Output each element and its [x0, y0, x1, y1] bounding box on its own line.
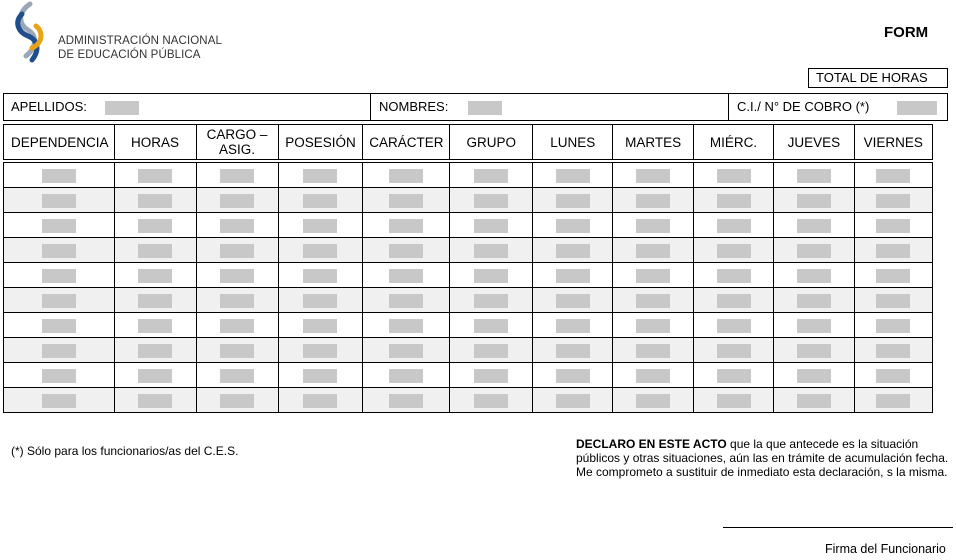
table-cell	[533, 313, 613, 338]
cell-input-field[interactable]	[797, 344, 831, 358]
table-cell	[854, 388, 932, 413]
cell-input-field[interactable]	[876, 394, 910, 408]
cell-input-field[interactable]	[474, 294, 508, 308]
table-cell	[694, 338, 774, 363]
cell-input-field[interactable]	[876, 319, 910, 333]
table-cell	[4, 163, 115, 188]
apellidos-field[interactable]	[105, 101, 139, 115]
table-cell	[363, 163, 450, 188]
cell-input-field[interactable]	[138, 169, 172, 183]
total-hours-label: TOTAL DE HORAS	[808, 68, 948, 88]
cell-input-field[interactable]	[303, 294, 337, 308]
table-cell	[854, 163, 932, 188]
cell-input-field[interactable]	[556, 194, 590, 208]
cell-input-field[interactable]	[42, 294, 76, 308]
table-cell	[363, 388, 450, 413]
table-cell	[363, 288, 450, 313]
table-cell	[533, 388, 613, 413]
column-header: GRUPO	[450, 125, 533, 160]
cell-input-field[interactable]	[42, 244, 76, 258]
column-header: DEPENDENCIA	[4, 125, 115, 160]
table-cell	[363, 213, 450, 238]
cell-input-field[interactable]	[876, 219, 910, 233]
cell-input-field[interactable]	[303, 219, 337, 233]
table-cell	[613, 313, 694, 338]
nombres-field[interactable]	[468, 101, 502, 115]
table-cell	[363, 188, 450, 213]
cell-input-field[interactable]	[138, 344, 172, 358]
cell-input-field[interactable]	[474, 169, 508, 183]
cell-input-field[interactable]	[556, 219, 590, 233]
cell-input-field[interactable]	[474, 369, 508, 383]
cell-input-field[interactable]	[389, 294, 423, 308]
table-cell	[774, 288, 855, 313]
cell-input-field[interactable]	[220, 344, 254, 358]
table-row	[4, 338, 933, 363]
table-cell	[450, 188, 533, 213]
cell-input-field[interactable]	[797, 244, 831, 258]
cell-input-field[interactable]	[636, 269, 670, 283]
table-cell	[613, 363, 694, 388]
table-cell	[450, 163, 533, 188]
table-cell	[774, 363, 855, 388]
table-cell	[363, 338, 450, 363]
table-cell	[4, 188, 115, 213]
table-cell	[196, 188, 278, 213]
table-cell	[774, 188, 855, 213]
apellidos-label: APELLIDOS:	[11, 99, 87, 114]
column-header: POSESIÓN	[278, 125, 363, 160]
cell-input-field[interactable]	[389, 394, 423, 408]
cell-input-field[interactable]	[797, 319, 831, 333]
cell-input-field[interactable]	[876, 369, 910, 383]
table-cell	[694, 188, 774, 213]
cell-input-field[interactable]	[389, 319, 423, 333]
table-cell	[854, 263, 932, 288]
cell-input-field[interactable]	[303, 369, 337, 383]
table-cell	[450, 238, 533, 263]
identity-row	[3, 93, 948, 121]
cell-input-field[interactable]	[303, 169, 337, 183]
cell-input-field[interactable]	[556, 394, 590, 408]
table-cell	[533, 213, 613, 238]
cell-input-field[interactable]	[797, 394, 831, 408]
table-cell	[4, 263, 115, 288]
declaration-bold: DECLARO EN ESTE ACTO	[576, 437, 727, 451]
cell-input-field[interactable]	[138, 194, 172, 208]
cell-input-field[interactable]	[42, 369, 76, 383]
cell-input-field[interactable]	[220, 244, 254, 258]
table-cell	[854, 313, 932, 338]
cell-input-field[interactable]	[717, 194, 751, 208]
table-cell	[196, 238, 278, 263]
table-cell	[363, 363, 450, 388]
table-cell	[363, 313, 450, 338]
table-cell	[278, 163, 363, 188]
cell-input-field[interactable]	[42, 344, 76, 358]
table-cell	[196, 263, 278, 288]
table-cell	[854, 188, 932, 213]
table-cell	[196, 388, 278, 413]
nombres-label: NOMBRES:	[379, 99, 449, 114]
cell-input-field[interactable]	[556, 169, 590, 183]
table-cell	[278, 363, 363, 388]
cell-input-field[interactable]	[474, 194, 508, 208]
table-row	[4, 263, 933, 288]
table-cell	[854, 363, 932, 388]
table-row	[4, 313, 933, 338]
table-cell	[450, 338, 533, 363]
cell-input-field[interactable]	[876, 344, 910, 358]
table-cell	[694, 213, 774, 238]
table-cell	[774, 213, 855, 238]
ci-label: C.I./ N° DE COBRO (*)	[737, 99, 870, 114]
table-row	[4, 238, 933, 263]
org-line-2: DE EDUCACIÓN PÚBLICA	[58, 49, 201, 61]
table-cell	[4, 388, 115, 413]
table-row	[4, 363, 933, 388]
table-row	[4, 288, 933, 313]
table-cell	[854, 238, 932, 263]
cell-input-field[interactable]	[797, 369, 831, 383]
table-cell	[114, 188, 196, 213]
table-cell	[114, 313, 196, 338]
table-cell	[114, 388, 196, 413]
table-cell	[114, 238, 196, 263]
table-cell	[278, 213, 363, 238]
table-cell	[450, 363, 533, 388]
ci-cell	[728, 94, 937, 120]
cell-input-field[interactable]	[797, 269, 831, 283]
table-cell	[533, 263, 613, 288]
table-cell	[4, 338, 115, 363]
cell-input-field[interactable]	[303, 394, 337, 408]
column-header: HORAS	[114, 125, 196, 160]
table-cell	[613, 188, 694, 213]
cell-input-field[interactable]	[42, 319, 76, 333]
signature-line[interactable]	[723, 527, 953, 528]
table-cell	[363, 263, 450, 288]
table-cell	[4, 288, 115, 313]
table-cell	[774, 263, 855, 288]
signature-label: Firma del Funcionario	[825, 542, 946, 556]
cell-input-field[interactable]	[556, 319, 590, 333]
organization-name	[58, 34, 222, 62]
table-cell	[450, 388, 533, 413]
cell-input-field[interactable]	[220, 319, 254, 333]
cell-input-field[interactable]	[474, 394, 508, 408]
table-cell	[278, 313, 363, 338]
table-cell	[278, 388, 363, 413]
table-cell	[774, 338, 855, 363]
column-header: LUNES	[533, 125, 613, 160]
cell-input-field[interactable]	[636, 244, 670, 258]
table-cell	[278, 338, 363, 363]
cell-input-field[interactable]	[303, 344, 337, 358]
cell-input-field[interactable]	[220, 219, 254, 233]
table-cell	[613, 288, 694, 313]
table-cell	[196, 288, 278, 313]
cell-input-field[interactable]	[636, 169, 670, 183]
column-header: MARTES	[613, 125, 694, 160]
table-cell	[694, 238, 774, 263]
table-cell	[196, 338, 278, 363]
column-header: JUEVES	[774, 125, 855, 160]
table-cell	[114, 288, 196, 313]
cell-input-field[interactable]	[303, 269, 337, 283]
cell-input-field[interactable]	[797, 219, 831, 233]
anep-logo-icon	[8, 2, 50, 62]
cell-input-field[interactable]	[42, 169, 76, 183]
cell-input-field[interactable]	[389, 219, 423, 233]
cell-input-field[interactable]	[876, 269, 910, 283]
table-cell	[114, 338, 196, 363]
cell-input-field[interactable]	[556, 269, 590, 283]
cell-input-field[interactable]	[138, 369, 172, 383]
cell-input-field[interactable]	[42, 219, 76, 233]
cell-input-field[interactable]	[717, 394, 751, 408]
cell-input-field[interactable]	[220, 294, 254, 308]
table-cell	[694, 263, 774, 288]
ci-field[interactable]	[897, 101, 937, 115]
cell-input-field[interactable]	[556, 294, 590, 308]
cell-input-field[interactable]	[474, 244, 508, 258]
cell-input-field[interactable]	[138, 219, 172, 233]
table-cell	[196, 163, 278, 188]
table-cell	[854, 338, 932, 363]
cell-input-field[interactable]	[220, 169, 254, 183]
cell-input-field[interactable]	[636, 194, 670, 208]
cell-input-field[interactable]	[138, 294, 172, 308]
cell-input-field[interactable]	[138, 319, 172, 333]
cell-input-field[interactable]	[138, 269, 172, 283]
footnote: (*) Sólo para los funcionarios/as del C.E.S.	[11, 444, 239, 458]
table-cell	[4, 238, 115, 263]
table-cell	[114, 213, 196, 238]
cell-input-field[interactable]	[876, 194, 910, 208]
cell-input-field[interactable]	[556, 369, 590, 383]
cell-input-field[interactable]	[389, 269, 423, 283]
cell-input-field[interactable]	[797, 294, 831, 308]
cell-input-field[interactable]	[636, 219, 670, 233]
table-cell	[4, 363, 115, 388]
table-cell	[533, 288, 613, 313]
cell-input-field[interactable]	[389, 194, 423, 208]
cell-input-field[interactable]	[797, 194, 831, 208]
org-line-1: ADMINISTRACIÓN NACIONAL	[58, 35, 222, 47]
column-header: VIERNES	[854, 125, 932, 160]
cell-input-field[interactable]	[876, 244, 910, 258]
table-cell	[450, 213, 533, 238]
cell-input-field[interactable]	[717, 219, 751, 233]
cell-input-field[interactable]	[717, 369, 751, 383]
table-cell	[694, 163, 774, 188]
table-cell	[114, 263, 196, 288]
table-cell	[694, 288, 774, 313]
cell-input-field[interactable]	[220, 194, 254, 208]
table-cell	[533, 338, 613, 363]
table-cell	[774, 238, 855, 263]
table-cell	[694, 363, 774, 388]
table-cell	[613, 388, 694, 413]
table-row	[4, 188, 933, 213]
cell-input-field[interactable]	[636, 344, 670, 358]
cell-input-field[interactable]	[556, 344, 590, 358]
cell-input-field[interactable]	[220, 369, 254, 383]
table-cell	[196, 313, 278, 338]
schedule-table	[3, 124, 933, 413]
form-title: FORM	[884, 24, 929, 41]
cell-input-field[interactable]	[389, 344, 423, 358]
cell-input-field[interactable]	[138, 244, 172, 258]
table-cell	[363, 238, 450, 263]
column-header: CARÁCTER	[363, 125, 450, 160]
column-header: MIÉRC.	[694, 125, 774, 160]
table-cell	[774, 313, 855, 338]
cell-input-field[interactable]	[42, 194, 76, 208]
table-cell	[613, 213, 694, 238]
table-cell	[450, 313, 533, 338]
column-header: CARGO – ASIG.	[196, 125, 278, 160]
table-cell	[196, 363, 278, 388]
table-cell	[613, 238, 694, 263]
cell-input-field[interactable]	[717, 169, 751, 183]
table-cell	[774, 388, 855, 413]
cell-input-field[interactable]	[717, 344, 751, 358]
cell-input-field[interactable]	[474, 219, 508, 233]
table-cell	[4, 313, 115, 338]
table-row	[4, 213, 933, 238]
cell-input-field[interactable]	[389, 244, 423, 258]
cell-input-field[interactable]	[717, 244, 751, 258]
cell-input-field[interactable]	[636, 319, 670, 333]
cell-input-field[interactable]	[474, 319, 508, 333]
cell-input-field[interactable]	[303, 319, 337, 333]
table-cell	[854, 213, 932, 238]
table-cell	[278, 288, 363, 313]
table-row	[4, 388, 933, 413]
table-cell	[196, 213, 278, 238]
declaration-body: que la que antecede es la situación públicos y otras situaciones, aún las en trámite de acumulación fecha. Me comprometo a sustituir de inmediato esta declaración, s la misma.	[576, 437, 949, 480]
cell-input-field[interactable]	[138, 394, 172, 408]
table-cell	[278, 238, 363, 263]
cell-input-field[interactable]	[474, 269, 508, 283]
cell-input-field[interactable]	[303, 194, 337, 208]
table-row	[4, 163, 933, 188]
cell-input-field[interactable]	[474, 344, 508, 358]
declaration-text	[576, 437, 956, 480]
table-cell	[613, 263, 694, 288]
cell-input-field[interactable]	[556, 244, 590, 258]
table-cell	[613, 163, 694, 188]
table-cell	[450, 288, 533, 313]
table-cell	[4, 213, 115, 238]
table-cell	[613, 338, 694, 363]
cell-input-field[interactable]	[636, 394, 670, 408]
cell-input-field[interactable]	[636, 294, 670, 308]
nombres-cell	[370, 94, 502, 120]
table-cell	[694, 313, 774, 338]
table-cell	[450, 263, 533, 288]
cell-input-field[interactable]	[876, 294, 910, 308]
cell-input-field[interactable]	[220, 394, 254, 408]
cell-input-field[interactable]	[389, 369, 423, 383]
table-cell	[114, 163, 196, 188]
table-cell	[114, 363, 196, 388]
cell-input-field[interactable]	[42, 394, 76, 408]
cell-input-field[interactable]	[636, 369, 670, 383]
cell-input-field[interactable]	[717, 269, 751, 283]
apellidos-cell	[11, 94, 139, 120]
cell-input-field[interactable]	[220, 269, 254, 283]
table-cell	[278, 263, 363, 288]
table-cell	[533, 238, 613, 263]
cell-input-field[interactable]	[797, 169, 831, 183]
cell-input-field[interactable]	[303, 244, 337, 258]
table-cell	[278, 188, 363, 213]
table-cell	[533, 163, 613, 188]
cell-input-field[interactable]	[42, 269, 76, 283]
cell-input-field[interactable]	[876, 169, 910, 183]
cell-input-field[interactable]	[389, 169, 423, 183]
table-cell	[694, 388, 774, 413]
table-cell	[854, 288, 932, 313]
header-row	[4, 125, 933, 160]
table-cell	[533, 188, 613, 213]
cell-input-field[interactable]	[717, 319, 751, 333]
table-cell	[774, 163, 855, 188]
table-cell	[533, 363, 613, 388]
cell-input-field[interactable]	[717, 294, 751, 308]
